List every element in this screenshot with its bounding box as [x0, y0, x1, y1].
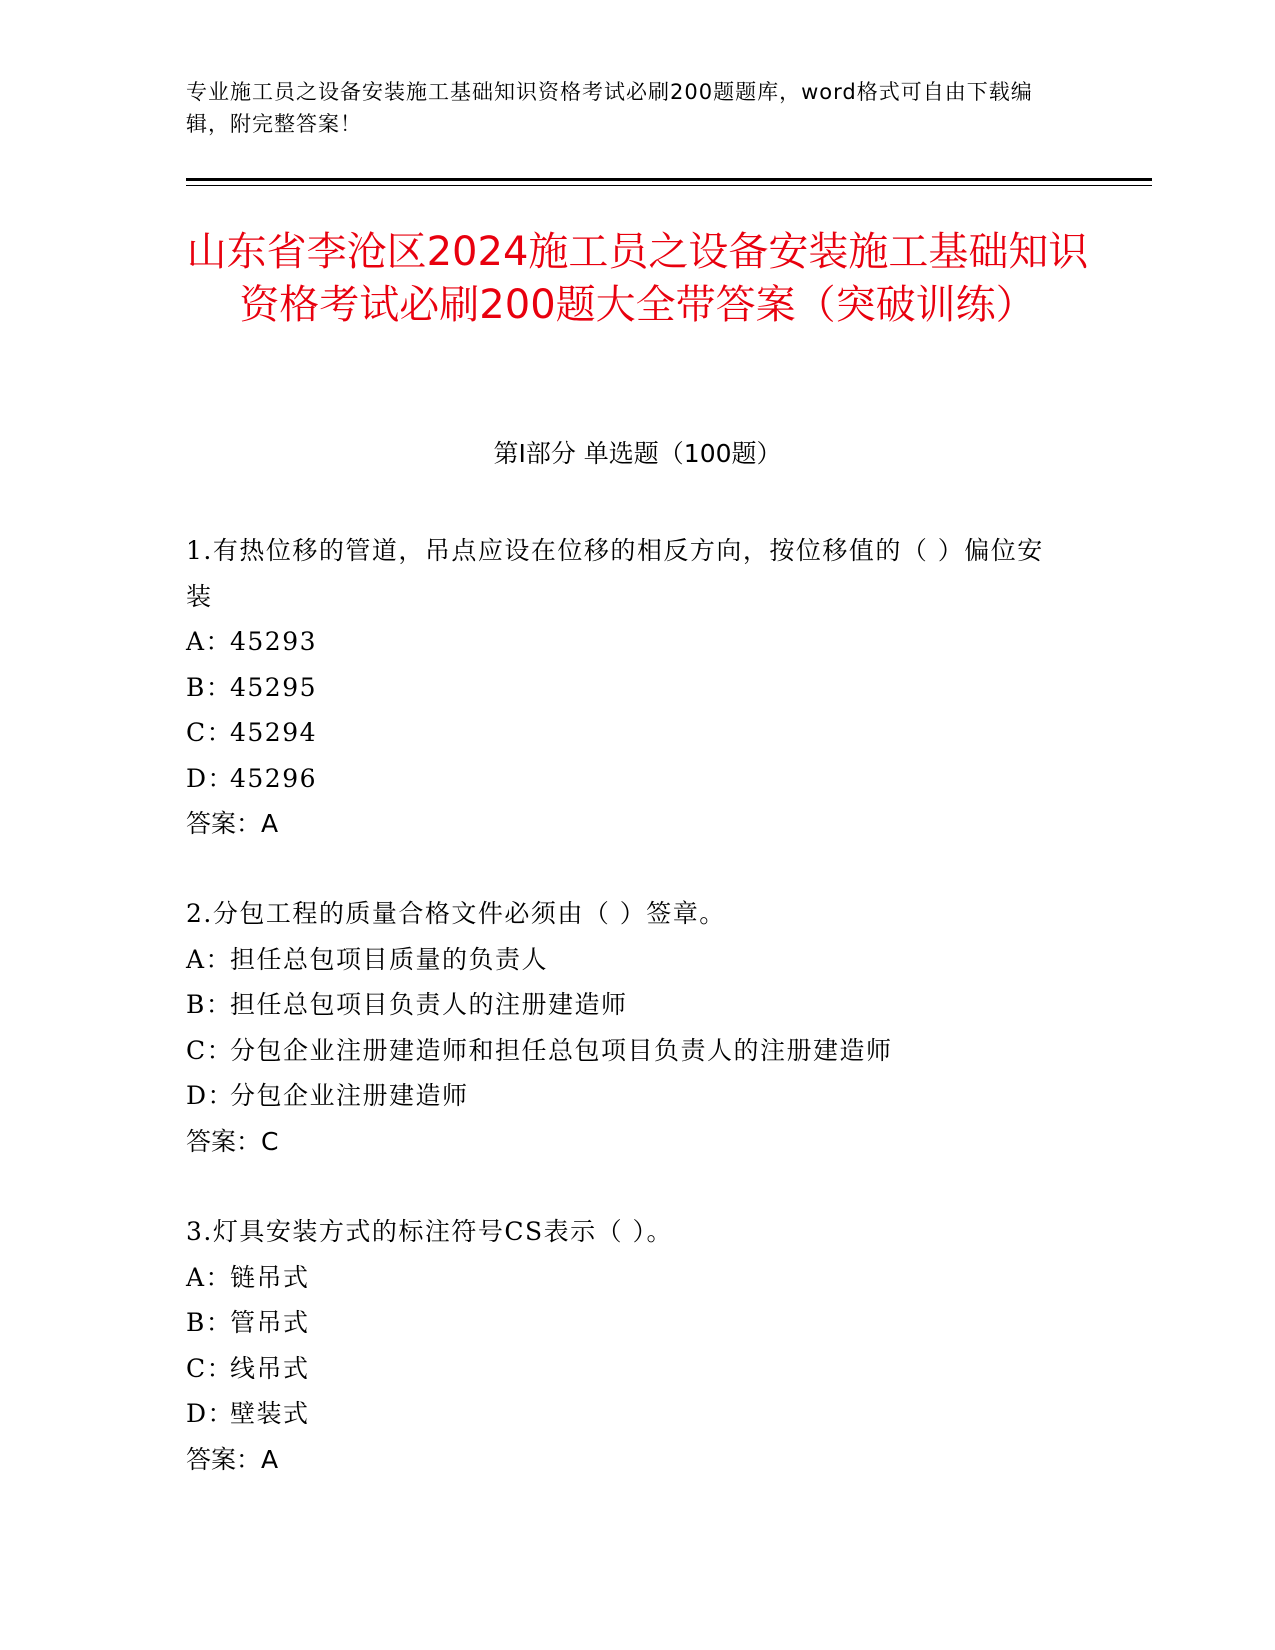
question-1: [186, 528, 1066, 847]
question-2: [186, 891, 1066, 1164]
header-rule-thin: [186, 185, 1152, 186]
option-text: 45294: [230, 718, 318, 747]
option-key: D：: [186, 1081, 235, 1110]
option-text: 壁装式: [230, 1399, 310, 1428]
question-stem: 3.灯具安装方式的标注符号CS表示（ ）。: [186, 1217, 674, 1246]
option-text: 45295: [230, 672, 318, 702]
option-c: [186, 1346, 1066, 1392]
option-a: [186, 619, 1066, 665]
option-text: 链吊式: [230, 1262, 310, 1292]
option-c: [186, 1028, 1066, 1074]
question-stem: 2.分包工程的质量合格文件必须由（ ）签章。: [186, 899, 726, 928]
option-d: [186, 1073, 1066, 1119]
option-text: 分包企业注册建造师和担任总包项目负责人的注册建造师: [230, 1035, 893, 1065]
option-text: 线吊式: [230, 1353, 310, 1383]
option-text: 45293: [230, 627, 318, 656]
option-a: [186, 937, 1066, 983]
option-key: A：: [186, 1262, 233, 1292]
header-rule-thick: [186, 178, 1152, 181]
option-text: 45296: [230, 763, 318, 793]
option-key: B：: [186, 1308, 233, 1337]
section-title: 第Ⅰ部分 单选题（100题）: [493, 439, 782, 468]
answer: 答案：C: [186, 1126, 279, 1156]
option-key: B：: [186, 990, 233, 1019]
option-c: [186, 710, 1066, 756]
option-key: B：: [186, 672, 233, 702]
option-text: 管吊式: [230, 1308, 310, 1337]
option-key: D：: [186, 763, 235, 793]
document-title: 山东省李沧区2024施工员之设备安装施工基础知识资格考试必刷200题大全带答案（突破训练）: [186, 229, 1089, 328]
option-a: [186, 1255, 1066, 1301]
option-key: A：: [186, 627, 233, 656]
option-key: D：: [186, 1399, 235, 1428]
option-text: 分包企业注册建造师: [230, 1081, 469, 1110]
option-key: C：: [186, 1035, 234, 1065]
option-text: 担任总包项目质量的负责人: [230, 944, 549, 974]
option-b: [186, 1300, 1066, 1346]
answer: 答案：A: [186, 1444, 279, 1474]
option-b: [186, 665, 1066, 711]
option-b: [186, 982, 1066, 1028]
option-key: C：: [186, 1353, 234, 1383]
document-intro: 专业施工员之设备安装施工基础知识资格考试必刷200题题库，word格式可自由下载编辑，附完整答案！: [186, 80, 1033, 136]
option-key: C：: [186, 718, 234, 747]
option-text: 担任总包项目负责人的注册建造师: [230, 990, 628, 1019]
option-d: [186, 756, 1066, 802]
option-key: A：: [186, 944, 233, 974]
option-d: [186, 1391, 1066, 1437]
question-3: [186, 1209, 1066, 1482]
answer: 答案：A: [186, 809, 279, 838]
question-stem: 1.有热位移的管道，吊点应设在位移的相反方向，按位移值的（ ）偏位安装: [186, 536, 1044, 611]
